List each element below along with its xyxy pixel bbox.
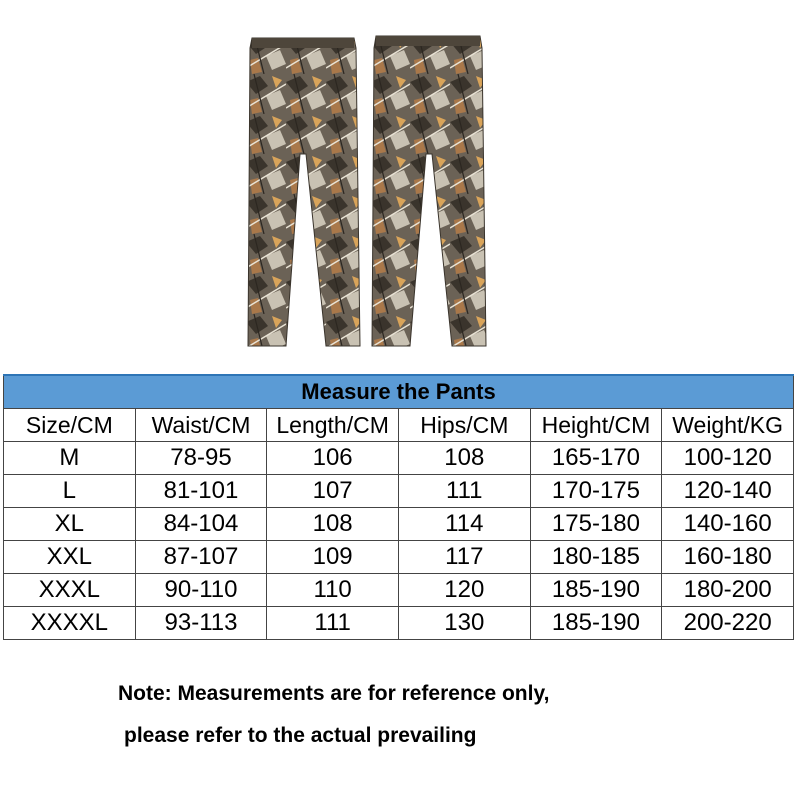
cell-height: 185-190 [530, 607, 662, 640]
table-row [4, 541, 794, 574]
cell-weight: 200-220 [662, 607, 794, 640]
camo-pants-front-image [246, 34, 361, 350]
table-row [4, 607, 794, 640]
cell-weight: 120-140 [662, 475, 794, 508]
cell-size: XXXL [4, 574, 136, 607]
cell-hips: 130 [398, 607, 530, 640]
table-title-row [4, 375, 794, 409]
cell-waist: 87-107 [135, 541, 267, 574]
note-line-2: please refer to the actual prevailing [124, 724, 477, 747]
header-waist: Waist/CM [135, 409, 267, 442]
header-size: Size/CM [4, 409, 136, 442]
cell-waist: 78-95 [135, 442, 267, 475]
camo-pants-back-image [370, 34, 488, 350]
header-length: Length/CM [267, 409, 399, 442]
cell-length: 111 [267, 607, 399, 640]
cell-weight: 160-180 [662, 541, 794, 574]
cell-length: 107 [267, 475, 399, 508]
cell-hips: 117 [398, 541, 530, 574]
table-title: Measure the Pants [4, 375, 794, 409]
cell-size: XL [4, 508, 136, 541]
table-row [4, 475, 794, 508]
cell-waist: 90-110 [135, 574, 267, 607]
table-row [4, 508, 794, 541]
cell-hips: 108 [398, 442, 530, 475]
cell-waist: 81-101 [135, 475, 267, 508]
cell-hips: 111 [398, 475, 530, 508]
cell-height: 170-175 [530, 475, 662, 508]
cell-hips: 120 [398, 574, 530, 607]
cell-size: XXL [4, 541, 136, 574]
table-row [4, 574, 794, 607]
cell-size: M [4, 442, 136, 475]
cell-height: 180-185 [530, 541, 662, 574]
header-height: Height/CM [530, 409, 662, 442]
header-weight: Weight/KG [662, 409, 794, 442]
cell-height: 175-180 [530, 508, 662, 541]
cell-length: 110 [267, 574, 399, 607]
cell-waist: 93-113 [135, 607, 267, 640]
table-header-row [4, 409, 794, 442]
cell-size: L [4, 475, 136, 508]
cell-length: 106 [267, 442, 399, 475]
size-chart-table [3, 374, 794, 640]
cell-size: XXXXL [4, 607, 136, 640]
header-hips: Hips/CM [398, 409, 530, 442]
cell-height: 165-170 [530, 442, 662, 475]
note-line-1: Note: Measurements are for reference only, [118, 682, 550, 705]
table-row [4, 442, 794, 475]
cell-weight: 100-120 [662, 442, 794, 475]
cell-length: 108 [267, 508, 399, 541]
cell-hips: 114 [398, 508, 530, 541]
cell-waist: 84-104 [135, 508, 267, 541]
cell-height: 185-190 [530, 574, 662, 607]
cell-weight: 180-200 [662, 574, 794, 607]
cell-weight: 140-160 [662, 508, 794, 541]
product-image [0, 0, 800, 360]
cell-length: 109 [267, 541, 399, 574]
